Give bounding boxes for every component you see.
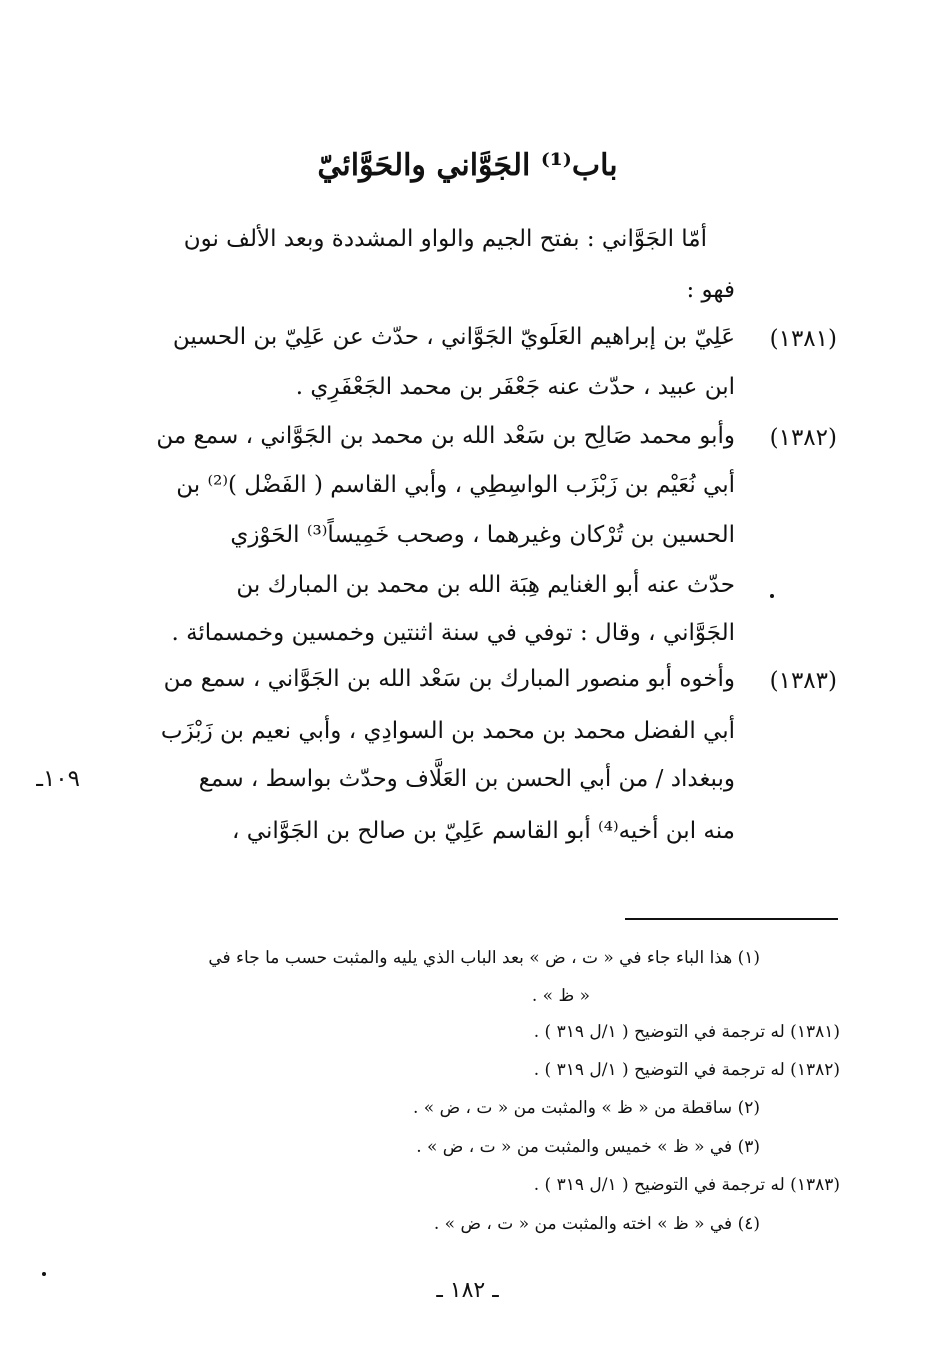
footnote: (٤) في « ظ » اخته والمثبت من « ت ، ض » .: [433, 1214, 760, 1234]
footnote: « ظ » .: [531, 986, 590, 1006]
entry-line: ابن عبيد ، حدّث عنه جَعْفَر بن محمد الجَعْفَرِي .: [295, 374, 735, 400]
footnote: (١) هذا الباء جاء في « ت ، ض » بعد الباب الذي يليه والمثبت حسب ما جاء في: [208, 948, 760, 968]
entry-line: حدّث عنه أبو الغنايم هِبَة الله بن محمد بن المبارك بن: [236, 572, 735, 598]
entry-line: منه ابن أخيه⁽⁴⁾ أبو القاسم عَلِيّ بن صالح بن الجَوَّاني ،: [232, 818, 735, 844]
entry-line: أبي الفضل محمد بن محمد بن السوادِي ، وأبي نعيم بن زَبْزَب: [160, 718, 735, 744]
entry-number: (١٣٨٣): [769, 668, 837, 694]
footnote: (٣) في « ظ » خميس والمثبت من « ت ، ض » .: [416, 1137, 760, 1157]
footnote: (٢) ساقطة من « ظ » والمثبت من « ت ، ض » .: [412, 1098, 760, 1118]
margin-folio-note: ١٠٩ـ: [36, 766, 80, 792]
entry-line: عَلِيّ بن إبراهيم العَلَويّ الجَوَّاني ، حدّث عن عَلِيّ بن الحسين: [172, 324, 735, 350]
page-number: ـ ١٨٢ ـ: [436, 1278, 499, 1303]
chapter-heading: باب⁽¹⁾ الجَوَّاني والحَوَّائيّ: [317, 148, 618, 183]
entry-number: (١٣٨٢): [769, 425, 837, 451]
footnote: (١٣٨٣) له ترجمة في التوضيح ( ١/ل ٣١٩ ) .: [533, 1175, 840, 1195]
entry-number: (١٣٨١): [769, 326, 837, 352]
footnote: (١٣٨٢) له ترجمة في التوضيح ( ١/ل ٣١٩ ) .: [533, 1060, 840, 1080]
intro-line: أمّا الجَوَّاني : بفتح الجيم والواو المشددة وبعد الألف نون: [183, 226, 707, 252]
footnote: (١٣٨١) له ترجمة في التوضيح ( ١/ل ٣١٩ ) .: [533, 1022, 840, 1042]
entry-line: الجَوَّاني ، وقال : توفي في سنة اثنتين وخمسين وخمسمائة .: [171, 620, 735, 646]
ink-speck: [42, 1272, 46, 1276]
ink-speck: [770, 594, 774, 598]
entry-line: أبي نُعَيْم بن زَبْزَب الواسِطِي ، وأبي القاسم ( الفَضْل )⁽²⁾ بن: [176, 472, 735, 498]
entry-line: وأخوه أبو منصور المبارك بن سَعْد الله بن الجَوَّاني ، سمع من: [163, 666, 735, 692]
footnote-separator: [625, 918, 838, 920]
intro-line: فهو :: [686, 277, 735, 303]
entry-line: وببغداد / من أبي الحسن بن العَلَّاف وحدّث بواسط ، سمع: [198, 766, 735, 792]
entry-line: الحسين بن تُرْكان وغيرهما ، وصحب خَمِيساً⁽³⁾ الحَوْزي: [230, 522, 735, 548]
entry-line: وأبو محمد صَالِح بن سَعْد الله بن محمد بن الجَوَّاني ، سمع من: [156, 423, 735, 449]
